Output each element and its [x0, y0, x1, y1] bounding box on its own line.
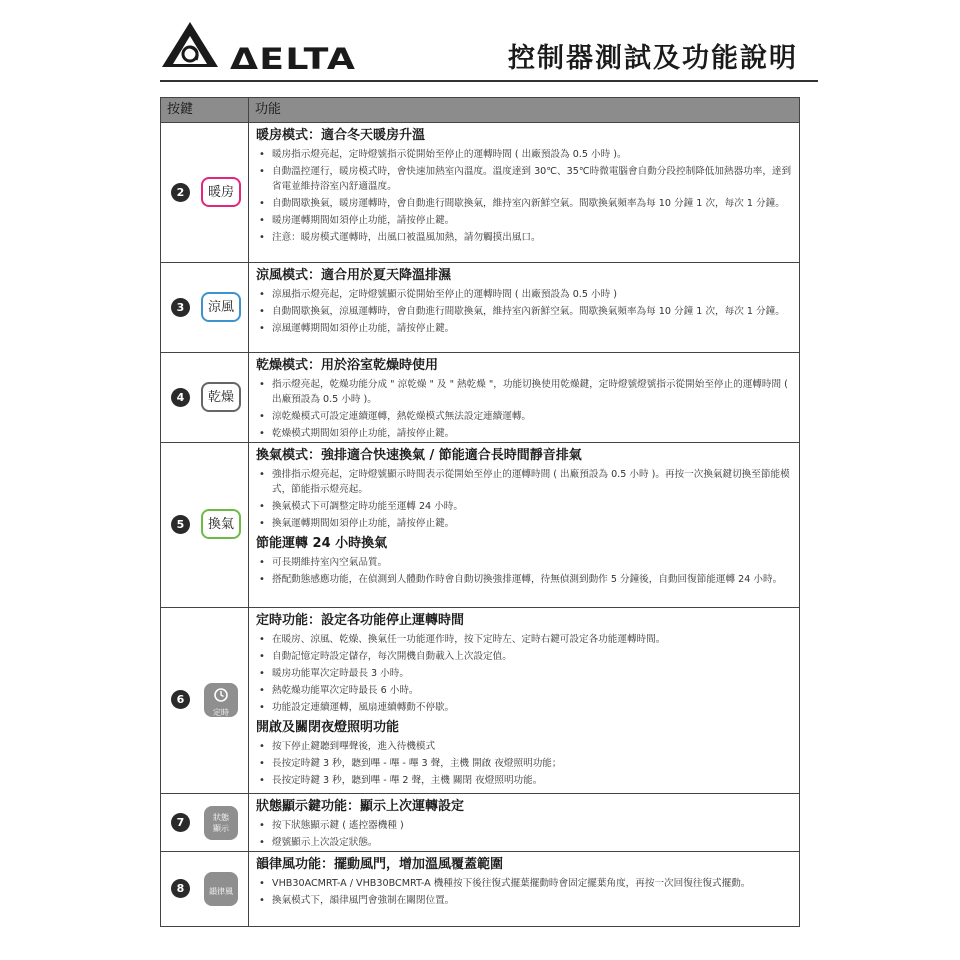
- list-item: • 涼風運轉期間如須停止功能，請按停止鍵。: [256, 321, 793, 336]
- list-item: • 熱乾燥功能單次定時最長 6 小時。: [256, 683, 793, 698]
- bullet-list: [256, 467, 793, 531]
- list-item: • 暖房指示燈亮起，定時燈號指示從開始至停止的運轉時間 ( 出廠預設為 0.5 小時 )。: [256, 147, 793, 162]
- function-cell: [249, 608, 799, 793]
- list-item: • 換氣模式下可調整定時功能至運轉 24 小時。: [256, 499, 793, 514]
- key-cell: [161, 608, 249, 793]
- list-item: • 長按定時鍵 3 秒，聽到嗶 - 嗶 2 聲，主機 關閉 夜燈照明功能。: [256, 773, 793, 788]
- bullet-list: [256, 818, 793, 850]
- status-display-key: [204, 806, 238, 840]
- list-item: • 長按定時鍵 3 秒，聽到嗶 - 嗶 - 嗶 3 聲，主機 開啟 夜燈照明功能；: [256, 756, 793, 771]
- bullet-list: [256, 739, 793, 788]
- list-item: • 在暖房、涼風、乾燥、換氣任一功能運作時，按下定時左、定時右鍵可設定各功能運轉時間。: [256, 632, 793, 647]
- key-cell: [161, 794, 249, 851]
- table-header: [161, 98, 799, 123]
- ventilation-key: 換氣: [201, 509, 241, 539]
- list-item: • 自動記憶定時設定儲存，每次開機自動載入上次設定值。: [256, 649, 793, 664]
- table-row: [161, 852, 799, 926]
- bullet-list: [256, 876, 793, 908]
- list-item: • 注意：暖房模式運轉時，出風口被溫風加熱，請勿觸摸出風口。: [256, 230, 793, 245]
- page-header: [160, 18, 820, 80]
- row-number: 7: [171, 813, 190, 832]
- section-title: 乾燥模式：用於浴室乾燥時使用: [256, 358, 439, 373]
- bullet-list: [256, 632, 793, 715]
- list-item: • 強排指示燈亮起，定時燈號顯示時間表示從開始至停止的運轉時間 ( 出廠預設為 0.5 小時 )。再按一次換氣鍵切換至節能模式，節能指示燈亮起。: [256, 467, 793, 497]
- key-cell: [161, 852, 249, 926]
- key-cell: [161, 123, 249, 262]
- table-row: [161, 608, 799, 794]
- list-item: • 按下停止鍵聽到嗶聲後，進入待機模式: [256, 739, 793, 754]
- section-title: 開啟及關閉夜燈照明功能: [256, 720, 400, 735]
- list-item: • 搭配動態感應功能，在偵測到人體動作時會自動切換強排運轉，待無偵測到動作 5 分鐘後，自動回復節能運轉 24 小時。: [256, 572, 793, 587]
- row-number: 6: [171, 690, 190, 709]
- list-item: • 換氣運轉期間如須停止功能，請按停止鍵。: [256, 516, 793, 531]
- function-cell: [249, 263, 799, 352]
- list-item: • 可長期維持室內空氣品質。: [256, 555, 793, 570]
- list-item: • 乾燥模式期間如須停止功能，請按停止鍵。: [256, 426, 793, 441]
- timer-key-label: 定時: [213, 708, 229, 717]
- table-row: [161, 263, 799, 353]
- bullet-list: [256, 147, 793, 245]
- table-row: [161, 443, 799, 608]
- dry-key: 乾燥: [201, 382, 241, 412]
- cool-key: 涼風: [201, 292, 241, 322]
- list-item: • 指示燈亮起，乾燥功能分成 " 涼乾燥 " 及 " 熱乾燥 "，功能切換使用乾燥鍵，定時燈號燈號指示從開始至停止的運轉時間 ( 出廠預設為 0.5 小時 )。: [256, 377, 793, 407]
- function-cell: [249, 443, 799, 607]
- column-header-function: 功能: [255, 102, 282, 117]
- list-item: • 涼乾燥模式可設定連續運轉，熱乾燥模式無法設定連續運轉。: [256, 409, 793, 424]
- column-header-key: 按鍵: [161, 98, 249, 122]
- list-item: • 自動溫控運行，暖房模式時，會快速加熱室內溫度。溫度達到 30℃、35℃時微電腦會自動分段控制降低加熱器功率，達到省電並維持浴室內舒適溫度。: [256, 164, 793, 194]
- row-number: 2: [171, 183, 190, 202]
- row-number: 8: [171, 879, 190, 898]
- section-title: 狀態顯示鍵功能：顯示上次運轉設定: [256, 799, 465, 814]
- timer-key: [204, 683, 238, 717]
- heat-key: 暖房: [201, 177, 241, 207]
- list-item: • 功能設定連續運轉，風扇連續轉動不停歇。: [256, 700, 793, 715]
- row-number: 5: [171, 515, 190, 534]
- page-title: 控制器測試及功能說明: [508, 43, 798, 74]
- list-item: • 按下狀態顯示鍵 ( 遙控器機種 ): [256, 818, 793, 833]
- section-title: 定時功能：設定各功能停止運轉時間: [256, 613, 465, 628]
- function-cell: [249, 123, 799, 262]
- header-divider: [160, 80, 818, 82]
- function-cell: [249, 353, 799, 442]
- status-key-label-line1: 狀態: [213, 813, 229, 822]
- list-item: • 暖房功能單次定時最長 3 小時。: [256, 666, 793, 681]
- swing-key-label: 韻律風: [209, 887, 233, 896]
- function-cell: [249, 794, 799, 851]
- list-item: • 自動間歇換氣，涼風運轉時，會自動進行間歇換氣，維持室內新鮮空氣。間歇換氣頻率為每 10 分鐘 1 次，每次 1 分鐘。: [256, 304, 793, 319]
- key-cell: [161, 263, 249, 352]
- list-item: • 涼風指示燈亮起，定時燈號顯示從開始至停止的運轉時間 ( 出廠預設為 0.5 小時 ): [256, 287, 793, 302]
- list-item: • 自動間歇換氣，暖房運轉時，會自動進行間歇換氣，維持室內新鮮空氣。間歇換氣頻率為每 10 分鐘 1 次，每次 1 分鐘。: [256, 196, 793, 211]
- function-cell: [249, 852, 799, 926]
- list-item: • VHB30ACMRT-A / VHB30BCMRT-A 機種按下後往復式擺葉擺動時會固定擺葉角度，再按一次回復往復式擺動。: [256, 876, 793, 891]
- row-number: 3: [171, 298, 190, 317]
- table-row: [161, 353, 799, 443]
- brand-wordmark: ΔELTA: [230, 42, 357, 76]
- clock-icon: [213, 687, 229, 703]
- section-title: 換氣模式：強排適合快速換氣 / 節能適合長時間靜音排氣: [256, 448, 582, 463]
- section-title: 韻律風功能：擺動風門，增加溫風覆蓋範圍: [256, 857, 504, 872]
- swing-key: [204, 872, 238, 906]
- key-cell: [161, 443, 249, 607]
- list-item: • 暖房運轉期間如須停止功能，請按停止鍵。: [256, 213, 793, 228]
- section-title: 節能運轉 24 小時換氣: [256, 536, 388, 551]
- delta-triangle-icon: [160, 20, 220, 70]
- bullet-list: [256, 555, 793, 587]
- bullet-list: [256, 287, 793, 336]
- list-item: • 燈號顯示上次設定狀態。: [256, 835, 793, 850]
- list-item: • 換氣模式下，韻律風門會強制在關閉位置。: [256, 893, 793, 908]
- table-row: [161, 794, 799, 852]
- section-title: 涼風模式：適合用於夏天降溫排濕: [256, 268, 452, 283]
- delta-logo: [160, 18, 460, 76]
- table-row: [161, 123, 799, 263]
- row-number: 4: [171, 388, 190, 407]
- section-title: 暖房模式：適合冬天暖房升溫: [256, 128, 426, 143]
- status-key-label-line2: 顯示: [213, 824, 229, 833]
- key-cell: [161, 353, 249, 442]
- bullet-list: [256, 377, 793, 441]
- function-table: [160, 97, 800, 927]
